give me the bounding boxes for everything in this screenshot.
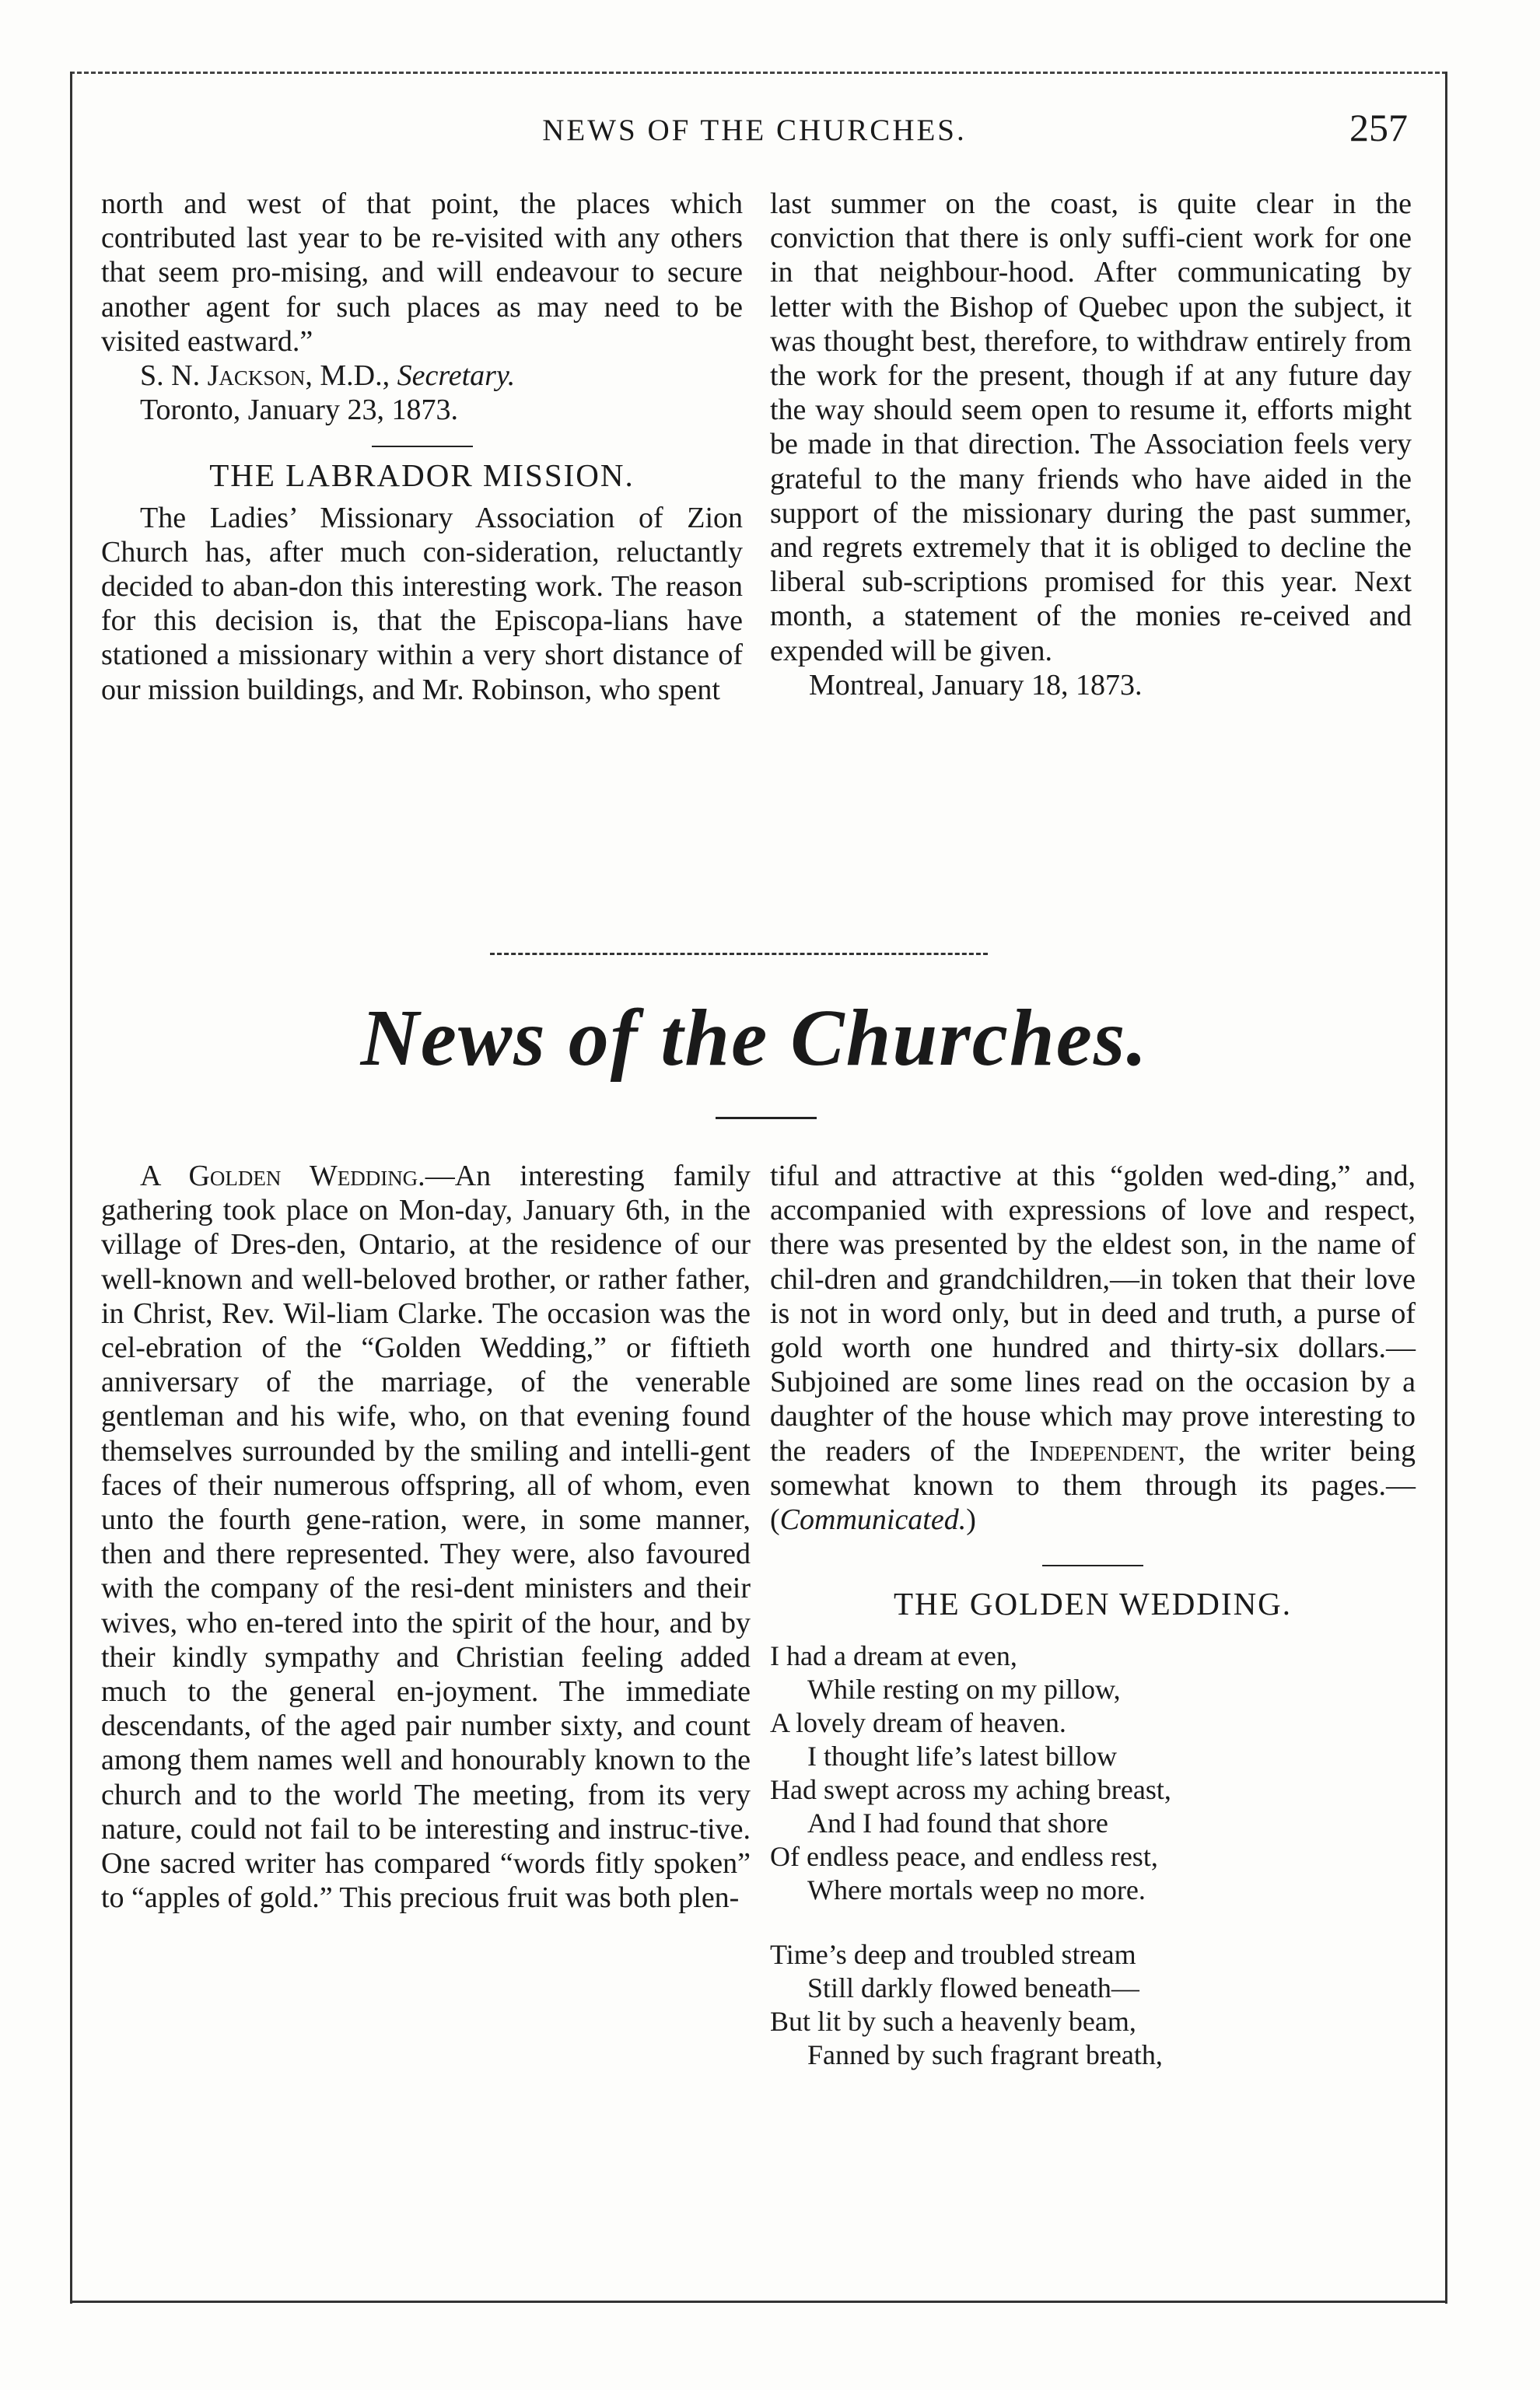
poem-line: Fanned by such fragrant breath,	[807, 2039, 1163, 2071]
poem-line: While resting on my pillow,	[807, 1674, 1121, 1706]
column-top-left	[101, 187, 743, 707]
column-bottom-left	[101, 1159, 751, 1915]
golden-wedding-article	[101, 1159, 751, 1915]
section-heading: News of the Churches.	[360, 993, 1149, 1083]
running-title: NEWS OF THE CHURCHES.	[542, 114, 967, 147]
article-text-b: , the writer being somewhat known to them through its pages.—(	[770, 1434, 1416, 1537]
poem-line: Where mortals weep no more.	[807, 1874, 1146, 1906]
dateline-toronto: Toronto, January 23, 1873.	[140, 394, 458, 427]
page-frame-right	[1445, 72, 1447, 2304]
poem-line: A lovely dream of heaven.	[770, 1707, 1066, 1739]
signature-role: Secretary.	[397, 359, 516, 393]
article-lead: A Golden Wedding.	[140, 1160, 425, 1192]
signature-name: S. N. Jackson	[140, 359, 306, 393]
column-bottom-right	[770, 1159, 1416, 2072]
section-rule	[372, 446, 473, 447]
golden-wedding-article-continued	[770, 1159, 1416, 1537]
labrador-mission-title: THE LABRADOR MISSION.	[209, 457, 635, 494]
labrador-paragraph: The Ladies’ Missionary Association of Zion Church has, after much con-sideration, reluctantly decided to aban-don this interesting work. The reason for this decision is, that the Episcopa-lians have stationed a missionary within a very short distance of our mission buildings, and Mr. Robinson, who spent	[101, 501, 743, 706]
column-top-right	[770, 187, 1412, 702]
dashed-separator	[490, 953, 988, 955]
poem-line: I thought life’s latest billow	[807, 1741, 1117, 1772]
article-body: —An interesting family gathering took place on Mon-day, January 6th, in the village of Dres-den, Ontario, at the residence of our well-known and well-beloved brother, or rather father, in Christ, Rev. Wil-liam Clarke. The occasion was the cel-ebration of the “Golden Wedding,” or fiftieth anniversary of the marriage, of the venerable gentleman and his wife, who, on that evening found themselves surrounded by the smiling and intelli-gent faces of their numerous offspring, all of whom, even unto the fourth gene-ration, were, in some manner, then and there represented. They were, also favoured with the company of the resi-dent ministers and their wives, who en-tered into the spirit of the hour, and by their kindly sympathy and Christian feeling added much to the general en-joyment. The immediate descendants, of the aged pair number sixty, and count among them names well and honourably known to the church and to the world The meeting, from its very nature, could not fail to be interesting and instruc-tive. One sacred writer has compared “words fitly spoken” to “apples of gold.” This precious fruit was both plen-	[101, 1160, 751, 1915]
article-text-c: )	[966, 1503, 976, 1537]
running-head	[101, 105, 1408, 152]
continued-paragraph: north and west of that point, the places which contributed last year to be re-visited with any others that seem pro-mising, and will endeavour to secure another agent for such places as may need to be visited eastward.”	[101, 187, 743, 358]
poem-line: And I had found that shore	[807, 1807, 1108, 1839]
publication-name: Independent	[1029, 1434, 1178, 1468]
poem-rule	[1042, 1565, 1143, 1566]
poem-line: Of endless peace, and endless rest,	[770, 1841, 1158, 1873]
poem-line: Had swept across my aching breast,	[770, 1774, 1171, 1806]
communicated-note: Communicated.	[779, 1503, 967, 1537]
labrador-paragraph-continued: last summer on the coast, is quite clear in the conviction that there is only suffi-cient work for one in that neighbour-hood. After communicating by letter with the Bishop of Quebec upon the subject, it was thought best, therefore, to withdraw entirely from the work for the present, though if at any future day the way should seem open to resume it, efforts might be made in that direction. The Association feels very grateful to the many friends who have aided in the support of the missionary during the past summer, and regrets extremely that it is obliged to decline the liberal sub-scriptions promised for this year. Next month, a statement of the monies re-ceived and expended will be given.	[770, 187, 1412, 667]
page-frame-top	[70, 72, 1447, 74]
poem-line: I had a dream at even,	[770, 1640, 1017, 1672]
signature-degree: , M.D.,	[305, 359, 397, 393]
article-text-a: tiful and attractive at this “golden wed-ding,” and, accompanied with expressions of love and respect, there was presented by the eldest son, in the name of chil-dren and grandchildren,—in token that their love is not in word only, but in deed and truth, a purse of gold worth one hundred and thirty-six dollars.—Subjoined are some lines read on the occasion by a daughter of the house which may prove interesting to the readers of the	[770, 1160, 1416, 1468]
page-frame-left	[70, 72, 72, 2304]
poem-line: Still darkly flowed beneath—	[807, 1972, 1139, 2004]
signature	[101, 359, 743, 393]
poem-line: But lit by such a heavenly beam,	[770, 2006, 1136, 2038]
page-number: 257	[1349, 106, 1408, 149]
heading-rule	[716, 1117, 817, 1119]
page-frame-bottom	[70, 2301, 1447, 2303]
poem-line: Time’s deep and troubled stream	[770, 1939, 1136, 1971]
poem-title: THE GOLDEN WEDDING.	[893, 1586, 1293, 1622]
dateline-montreal: Montreal, January 18, 1873.	[809, 668, 1143, 702]
poem	[770, 1639, 1416, 2072]
stanza-gap	[770, 1907, 1416, 1938]
